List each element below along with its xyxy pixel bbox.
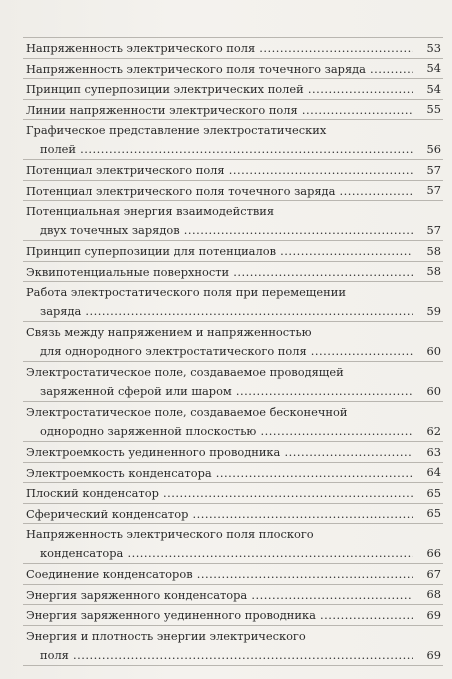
- toc-entry: [23, 463, 443, 484]
- toc-entry-title: Электроемкость уединенного проводника .....: [26, 442, 413, 462]
- toc-entry: [23, 564, 443, 585]
- toc-entry: [23, 626, 443, 666]
- toc-entry: [23, 181, 443, 202]
- toc-entry-title-continuation: заряда .....: [26, 302, 413, 320]
- toc-entry: [23, 322, 443, 362]
- toc-page-number: 69: [426, 647, 441, 662]
- toc-page-number: 62: [426, 424, 441, 438]
- toc-entry-title: Энергия заряженного конденсатора .....: [26, 585, 413, 605]
- toc-entry-title: Напряженность электрического поля плоского: [26, 527, 314, 541]
- toc-entry-title: Напряженность электрического поля точечного заряда .....: [26, 59, 413, 79]
- toc-page-number: 63: [426, 444, 441, 459]
- toc-entry-title: Энергия заряженного уединенного проводника .....: [26, 605, 413, 625]
- toc-entry: [23, 524, 443, 564]
- toc-page-number: 68: [426, 587, 441, 601]
- toc-page-number: 56: [426, 142, 441, 156]
- toc-page-number: 65: [426, 506, 441, 520]
- toc-entry: [23, 504, 443, 525]
- toc-page-number: 67: [426, 566, 441, 581]
- toc-entry-title: Принцип суперпозиции электрических полей .....: [26, 79, 413, 99]
- toc-entry-title-continuation: двух точечных зарядов .....: [26, 221, 413, 239]
- toc-page-number: 57: [426, 162, 441, 177]
- toc-entry: [23, 362, 443, 402]
- toc-entry-title: Потенциал электрического поля .....: [26, 160, 413, 180]
- toc-page-number: 53: [426, 40, 441, 55]
- toc-page-number: 59: [426, 304, 441, 318]
- toc-entry-title: Электростатическое поле, создаваемое проводящей: [26, 365, 344, 379]
- toc-entry: [23, 585, 443, 606]
- toc-page-number: 65: [426, 485, 441, 500]
- toc-entry: [23, 120, 443, 160]
- toc-entry: [23, 100, 443, 121]
- toc-entry: [23, 605, 443, 626]
- toc-page-number: 54: [426, 61, 441, 75]
- toc-page-number: 58: [426, 243, 441, 258]
- toc-entry-title: Напряженность электрического поля .....: [26, 38, 413, 58]
- toc-entry: [23, 201, 443, 241]
- toc-entry-title: Потенциальная энергия взаимодействия: [26, 204, 275, 218]
- toc-entry-title: Связь между напряжением и напряженностью: [26, 325, 312, 339]
- toc-page-number: 60: [426, 344, 441, 358]
- toc-entry: [23, 483, 443, 504]
- toc-entry-title: Работа электростатического поля при перемещении: [26, 285, 346, 299]
- table-of-contents: [23, 37, 443, 666]
- toc-entry: [23, 442, 443, 463]
- toc-entry-title: Потенциал электрического поля точечного заряда .....: [26, 181, 413, 201]
- toc-entry-title: Плоский конденсатор .....: [26, 483, 413, 503]
- toc-entry: [23, 262, 443, 283]
- toc-page-number: 55: [426, 102, 441, 116]
- toc-page-number: 66: [426, 546, 441, 560]
- toc-entry: [23, 38, 443, 59]
- toc-page-number: 58: [426, 264, 441, 278]
- toc-entry-title: Соединение конденсаторов .....: [26, 564, 413, 584]
- toc-entry-title: Электростатическое поле, создаваемое бесконечной: [26, 405, 348, 419]
- toc-entry: [23, 241, 443, 262]
- toc-entry-title: Сферический конденсатор .....: [26, 504, 413, 524]
- toc-entry-title: Графическое представление электростатических: [26, 123, 327, 137]
- toc-entry-title: Линии напряженности электрического поля .....: [26, 100, 413, 120]
- toc-page-number: 57: [426, 223, 441, 237]
- toc-entry-title-continuation: однородно заряженной плоскостью .....: [26, 422, 413, 440]
- toc-page-number: 64: [426, 465, 441, 479]
- toc-page-number: 54: [426, 81, 441, 96]
- toc-entry-title: Электроемкость конденсатора .....: [26, 463, 413, 483]
- toc-page-number: 60: [426, 384, 441, 398]
- toc-page-number: 57: [426, 183, 441, 197]
- toc-entry-title-continuation: полей .....: [26, 140, 413, 158]
- toc-entry-title: Эквипотенциальные поверхности .....: [26, 262, 413, 282]
- toc-entry: [23, 79, 443, 100]
- toc-entry-title: Энергия и плотность энергии электрического: [26, 628, 306, 643]
- toc-entry: [23, 282, 443, 322]
- toc-entry-title: Принцип суперпозиции для потенциалов .....: [26, 241, 413, 261]
- toc-page-number: 69: [426, 607, 441, 622]
- toc-entry: [23, 59, 443, 80]
- toc-entry-title-continuation: для однородного электростатического поля .....: [26, 342, 413, 360]
- toc-entry: [23, 160, 443, 181]
- toc-entry: [23, 402, 443, 442]
- toc-entry-title-continuation: поля .....: [26, 646, 413, 664]
- toc-entry-title-continuation: заряженной сферой или шаром .....: [26, 382, 413, 400]
- toc-entry-title-continuation: конденсатора .....: [26, 544, 413, 562]
